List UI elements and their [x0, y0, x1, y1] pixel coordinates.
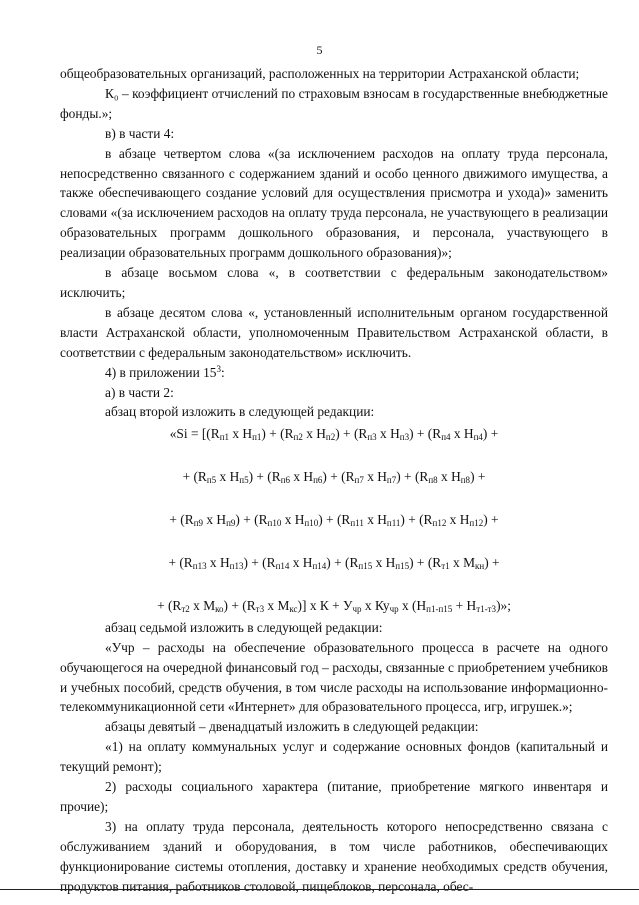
paragraph-abzac2: абзац второй изложить в следующей редакции:	[105, 404, 375, 420]
formula-line-2: + ($R_{п5}$ х $Н_{п5}) + (R_{п6}$ х $Н_{п6}) + (R_{п7}$ х $Н_{п7}) + (R_{п8}$ х $Н_{п8}$) +	[182, 469, 486, 486]
list-item-1: «1) на оплату коммунальных услуг и содержание основных фондов (капитальный и текущий ремонт);	[60, 739, 608, 775]
paragraph-abzac7: абзац седьмой изложить в следующей редакции:	[105, 619, 383, 635]
formula-line-1: «$Si = [(R_{п1}$ х $Н_{п1}) + (R_{п2}$ х $Н_{п2}) + (R_{п3}$ х $Н_{п3}) + (R_{п4}$ х $Н_{п4}$) +	[169, 426, 499, 443]
appendix-superscript: 3	[216, 363, 221, 374]
paragraph-appendix	[60, 363, 608, 383]
page-bottom-rule	[0, 889, 639, 890]
paragraph-part2: а) в части 2:	[105, 384, 174, 400]
formula-line-5: + ($R_{т2}$ х $М_{ко}) + (R_{т3}$ х $М_{кс}$)] х $К + У_{чр}$ х $Ку_{чр}$ х $(Н_{п1-п15} + Н_{т1-т3})$»;	[157, 597, 511, 614]
paragraph-uchr: «Учр – расходы на обеспечение образовательного процесса в расчете на одного обучающегося на очередной финансовый год – расходы, связанные с приобретением учебников и учебных пособий, средств обучения, в том числе расходы на использование информационно-телекоммуникационной сети «Интернет» для образовательного процесса, игр, игрушек.»;	[60, 639, 608, 715]
formula-line-3: + ($R_{п9}$ х $Н_{п9}) + (R_{п10}$ х $Н_{п10}) + (R_{п11}$ х $Н_{п11}) + (R_{п12}$ х $Н_{п12}$) +	[169, 512, 499, 529]
paragraph-k0: К₀ – коэффициент отчислений по страховым взносам в государственные внебюджетные фонды.»;	[60, 85, 608, 121]
list-item-3: 3) на оплату труда персонала, деятельность которого непосредственно связана с обслуживанием зданий и оборудования, в том числе работников, обеспечивающих функционирование системы отопления, доставку и хранение необходимых средств обучения, продуктов питания, работников столовой, пищеблоков, персонала, обес-	[60, 818, 608, 894]
list-item-2: 2) расходы социального характера (питание, приобретение мягкого инвентаря и прочие);	[60, 779, 608, 814]
paragraph-part4: в) в части 4:	[105, 125, 175, 141]
document-body	[60, 64, 608, 897]
paragraph-abzac10: в абзаце десятом слова «, установленный исполнительным органом государственной власти Астраханской области, уполномоченным Правительством Астраханской области, в соответствии с федеральным законодательством» исключить.	[60, 304, 608, 360]
formula-line-4: + ($R_{п13}$ х $Н_{п13}) + (R_{п14}$ х $Н_{п14}) + (R_{п15}$ х $Н_{п15}) + (R_{т1}$ х $М_{кн}$) +	[168, 555, 500, 572]
paragraph-abzac8: в абзаце восьмом слова «, в соответствии с федеральным законодательством» исключить;	[60, 265, 608, 300]
paragraph-abzac4: в абзаце четвертом слова «(за исключением расходов на оплату труда персонала, непосредственно связанного с содержанием зданий и особо ценного движимого имущества, а также обеспечивающего создание условий для осуществления присмотра и ухода)» заменить словами «(за исключением расходов на оплату труда персонала, не участвующего в реализации образовательных программ дошкольного образования, и персонала, участвующего в реализации образовательных программ дошкольного образования)»;	[60, 145, 608, 261]
paragraph-1: общеобразовательных организаций, расположенных на территории Астраханской области;	[60, 66, 580, 81]
appendix-colon: :	[221, 364, 225, 380]
paragraph-abzac9-12: абзацы девятый – двенадцатый изложить в следующей редакции:	[105, 719, 479, 735]
page-number: 5	[316, 43, 323, 57]
appendix-text: 4) в приложении 15	[105, 364, 217, 380]
